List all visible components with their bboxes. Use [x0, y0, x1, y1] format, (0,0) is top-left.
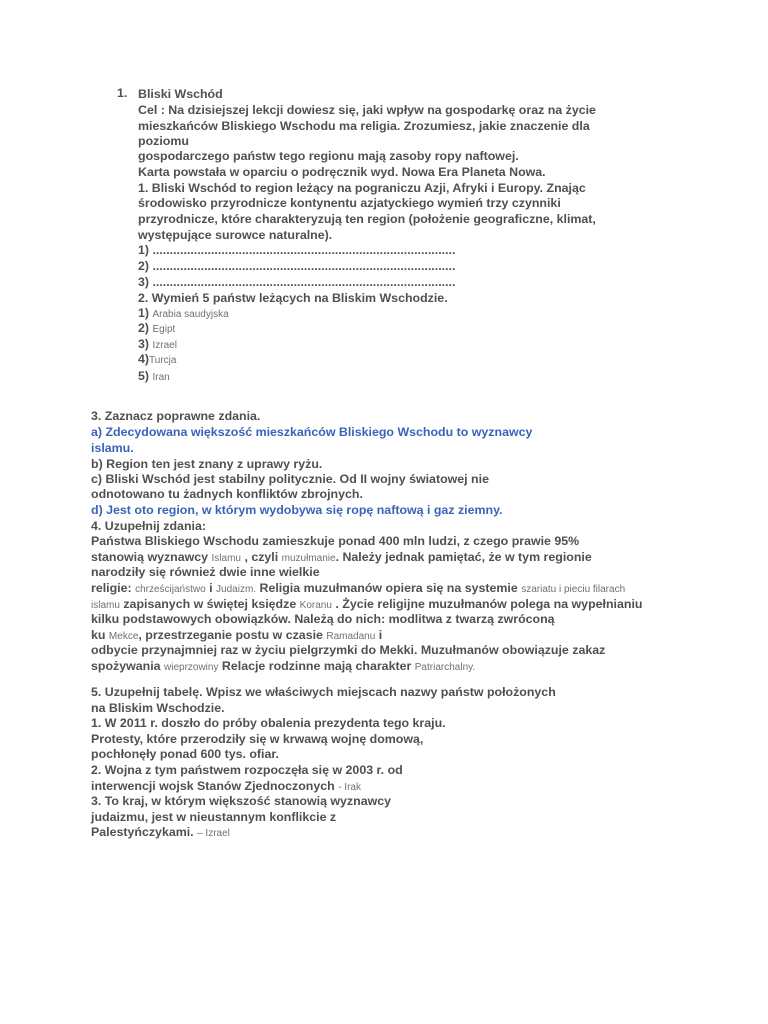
country-item: 4)Turcja [138, 352, 177, 366]
text-line: gospodarczego państw tego regionu mają zasoby ropy naftowej. [138, 149, 519, 163]
text-line: spożywania wieprzowiny Relacje rodzinne mają charakter Patriarchalny. [91, 659, 476, 673]
list-number: 1. [117, 86, 128, 100]
text-line: mieszkańców Bliskiego Wschodu ma religia. Zrozumiesz, jakie znaczenie dla [138, 119, 590, 133]
text-line: 1. W 2011 r. doszło do próby obalenia prezydenta tego kraju. [91, 716, 446, 730]
question-line: 2. Wymień 5 państw leżących na Bliskim Wschodzie. [138, 291, 448, 305]
text-line: Cel : Na dzisiejszej lekcji dowiesz się, jaki wpływ na gospodarkę oraz na życie [138, 103, 596, 117]
country-item: 1) Arabia saudyjska [138, 306, 229, 320]
text-line: islamu zapisanych w świętej księdze Koranu . Życie religijne muzułmanów polega na wypełnianiu [91, 597, 643, 611]
answer-b: b) Region ten jest znany z uprawy ryżu. [91, 457, 323, 471]
section-title: 5. Uzupełnij tabelę. Wpisz we właściwych miejscach nazwy państw położonych [91, 685, 556, 699]
country-item: 5) Iran [138, 369, 170, 383]
text-line: kilku podstawowych obowiązków. Należą do nich: modlitwa z twarzą zwróconą [91, 612, 555, 626]
country-item: 3) Izrael [138, 337, 177, 351]
text-line: religie: chrześcijaństwo i Judaizm. Religia muzułmanów opiera się na systemie szariatu i pieciu filarach [91, 581, 626, 595]
section-title: 4. Uzupełnij zdania: [91, 519, 206, 533]
text-line: 3. To kraj, w którym większość stanowią wyznawcy [91, 794, 392, 808]
text-line: poziomu [138, 134, 189, 148]
text-line: na Bliskim Wschodzie. [91, 701, 225, 715]
text-line: pochłonęły ponad 600 tys. ofiar. [91, 747, 279, 761]
text-line: odbycie przynajmniej raz w życiu pielgrzymki do Mekki. Muzułmanów obowiązuje zakaz [91, 643, 606, 657]
answer-line-2: 2) ........................................................................................ [138, 259, 456, 273]
section-title: 3. Zaznacz poprawne zdania. [91, 409, 261, 423]
text-line: Protesty, które przerodziły się w krwawą wojnę domową, [91, 732, 424, 746]
text-line: środowisko przyrodnicze kontynentu azjatyckiego wymień trzy czynniki [138, 196, 561, 210]
answer-line-3: 3) ........................................................................................ [138, 275, 456, 289]
text-line: Karta powstała w oparciu o podręcznik wyd. Nowa Era Planeta Nowa. [138, 165, 546, 179]
text-line: 2. Wojna z tym państwem rozpoczęła się w 2003 r. od [91, 763, 403, 777]
text-line: Państwa Bliskiego Wschodu zamieszkuje ponad 400 mln ludzi, z czego prawie 95% [91, 534, 580, 548]
text-line: interwencji wojsk Stanów Zjednoczonych - Irak [91, 779, 361, 793]
correct-answer-a-cont: islamu. [91, 441, 134, 455]
text-line: Palestyńczykami. – Izrael [91, 825, 230, 839]
text-line: stanowią wyznawcy Islamu , czyli muzułmanie. Należy jednak pamiętać, że w tym regionie [91, 550, 592, 564]
answer-c-cont: odnotowano tu żadnych konfliktów zbrojnych. [91, 487, 363, 501]
correct-answer-a: a) Zdecydowana większość mieszkańców Bliskiego Wschodu to wyznawcy [91, 425, 533, 439]
text-line: przyrodnicze, które charakteryzują ten region (położenie geograficzne, klimat, [138, 212, 596, 226]
text-line: narodziły się również dwie inne wielkie [91, 565, 320, 579]
text-line: występujące surowce naturalne). [138, 228, 333, 242]
country-item: 2) Egipt [138, 321, 176, 335]
text-line: ku Mekce, przestrzeganie postu w czasie Ramadanu i [91, 628, 383, 642]
text-line: judaizmu, jest w nieustannym konflikcie z [91, 810, 337, 824]
answer-c: c) Bliski Wschód jest stabilny politycznie. Od II wojny światowej nie [91, 472, 489, 486]
answer-line-1: 1) ........................................................................................ [138, 243, 456, 257]
section-title: Bliski Wschód [138, 87, 223, 101]
text-line: 1. Bliski Wschód to region leżący na pograniczu Azji, Afryki i Europy. Znając [138, 181, 586, 195]
correct-answer-d: d) Jest oto region, w którym wydobywa się ropę naftową i gaz ziemny. [91, 503, 503, 517]
